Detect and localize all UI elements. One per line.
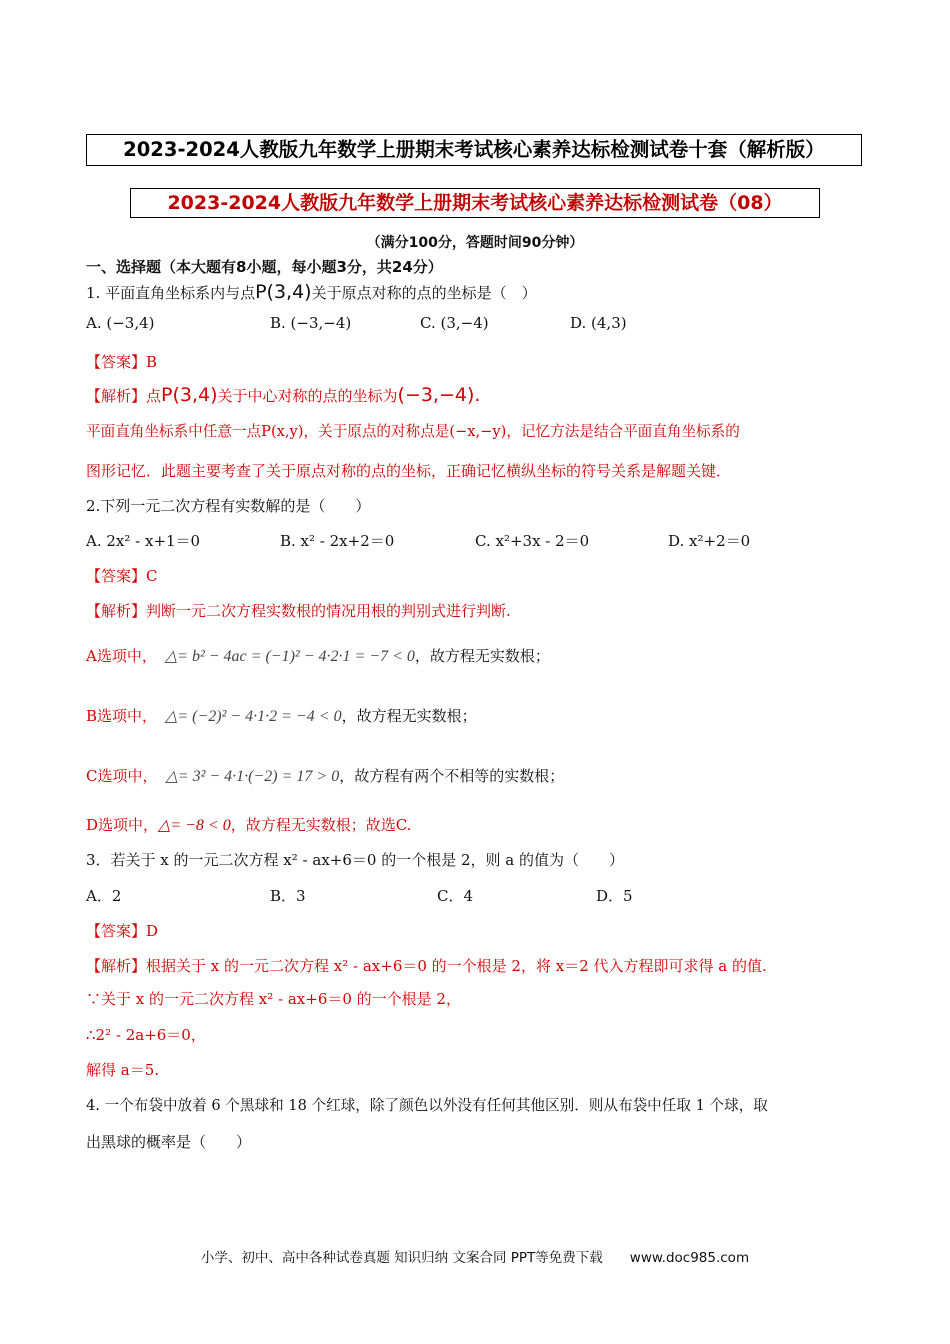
question-1-stem <box>86 281 537 303</box>
q3-analysis: 【解析】根据关于 x 的一元二次方程 x² - ax+6＝0 的一个根是 2，将 x＝2 代入方程即可求得 a 的值. <box>86 957 767 975</box>
question-3-stem: 3．若关于 x 的一元二次方程 x² - ax+6＝0 的一个根是 2，则 a 的值为（ ） <box>86 851 625 869</box>
q2-case-b-result: ，故方程无实数根； <box>341 707 477 725</box>
q1-option-b: B. (−3,−4) <box>270 314 352 332</box>
q2-case-a-result: ，故方程无实数根； <box>414 647 550 665</box>
page-footer: 小学、初中、高中各种试卷真题 知识归纳 文案合同 PPT等免费下载 www.doc985.com <box>200 1250 750 1266</box>
q1-analysis-point: P(3,4) <box>161 384 218 406</box>
q3-option-b: B．3 <box>270 887 306 905</box>
q3-step-2: ∴2² - 2a+6＝0， <box>86 1026 206 1044</box>
q1-analysis-mid: 关于中心对称的点的坐标为 <box>217 387 398 405</box>
score-info: （满分100分，答题时间90分钟） <box>366 235 584 251</box>
q2-case-d-result: ，故方程无实数根；故选C. <box>230 816 412 834</box>
q2-case-b-label: B选项中， <box>86 707 158 725</box>
paper-title: 2023-2024人教版九年数学上册期末考试核心素养达标检测试卷（08） <box>130 188 820 218</box>
q2-option-b: B. x² - 2x+2＝0 <box>280 532 395 550</box>
q2-case-a <box>86 645 550 666</box>
q2-case-c <box>86 765 564 786</box>
q3-option-c: C．4 <box>437 887 474 905</box>
q3-option-d: D．5 <box>596 887 633 905</box>
q2-case-c-math: △= 3² − 4·1·(−2) = 17 > 0 <box>165 768 340 785</box>
q2-option-d: D. x²+2＝0 <box>668 532 751 550</box>
q2-case-c-label: C选项中， <box>86 767 158 785</box>
q1-stem-suffix: 关于原点对称的点的坐标是（ ） <box>311 284 537 302</box>
q1-note-line1: 平面直角坐标系中任意一点P(x,y)，关于原点的对称点是(−x,−y)，记忆方法是结合平面直角坐标系的 <box>86 423 740 440</box>
q2-case-d-math: △= −8 < 0 <box>158 817 231 834</box>
q3-option-a: A．2 <box>86 887 122 905</box>
q2-analysis: 【解析】判断一元二次方程实数根的情况用根的判别式进行判断. <box>86 602 511 620</box>
q2-case-a-math: △= b² − 4ac = (−1)² − 4·2·1 = −7 < 0 <box>164 648 415 665</box>
q1-answer: 【答案】B <box>86 353 158 371</box>
document-title: 2023-2024人教版九年数学上册期末考试核心素养达标检测试卷十套（解析版） <box>86 134 862 166</box>
q1-stem-prefix: 1. 平面直角坐标系内与点 <box>86 284 256 302</box>
q2-answer: 【答案】C <box>86 567 158 585</box>
q2-option-c: C. x²+3x - 2＝0 <box>475 532 590 550</box>
q1-analysis <box>86 384 480 406</box>
q2-case-d <box>86 814 411 835</box>
q2-case-d-label: D选项中， <box>86 816 159 834</box>
question-4-line-2: 出黑球的概率是（ ） <box>86 1133 252 1151</box>
q1-point: P(3,4) <box>255 281 312 303</box>
question-2-stem: 2.下列一元二次方程有实数解的是（ ） <box>86 497 371 515</box>
q2-case-a-label: A选项中， <box>86 647 157 665</box>
q3-step-3: 解得 a＝5. <box>86 1061 160 1079</box>
q1-analysis-result: (−3,−4). <box>397 384 481 406</box>
q1-note-line2: 图形记忆．此题主要考查了关于原点对称的点的坐标，正确记忆横纵坐标的符号关系是解题关键． <box>86 462 732 480</box>
q2-case-c-result: ，故方程有两个不相等的实数根； <box>339 767 565 785</box>
q3-step-1: ∵关于 x 的一元二次方程 x² - ax+6＝0 的一个根是 2， <box>86 990 461 1008</box>
section-heading: 一、选择题（本大题有8小题，每小题3分，共24分） <box>86 258 443 276</box>
q2-option-a: A. 2x² - x+1＝0 <box>86 532 201 550</box>
q3-answer: 【答案】D <box>86 922 159 940</box>
question-4-line-1: 4. 一个布袋中放着 6 个黑球和 18 个红球，除了颜色以外没有任何其他区别．则从布袋中任取 1 个球，取 <box>86 1097 768 1114</box>
q2-case-b <box>86 705 477 726</box>
q1-option-d: D. (4,3) <box>570 314 627 332</box>
q1-option-c: C. (3,−4) <box>420 314 489 332</box>
q1-analysis-prefix: 【解析】点 <box>86 387 162 405</box>
q1-option-a: A. (−3,4) <box>86 314 155 332</box>
q2-case-b-math: △= (−2)² − 4·1·2 = −4 < 0 <box>165 708 342 725</box>
